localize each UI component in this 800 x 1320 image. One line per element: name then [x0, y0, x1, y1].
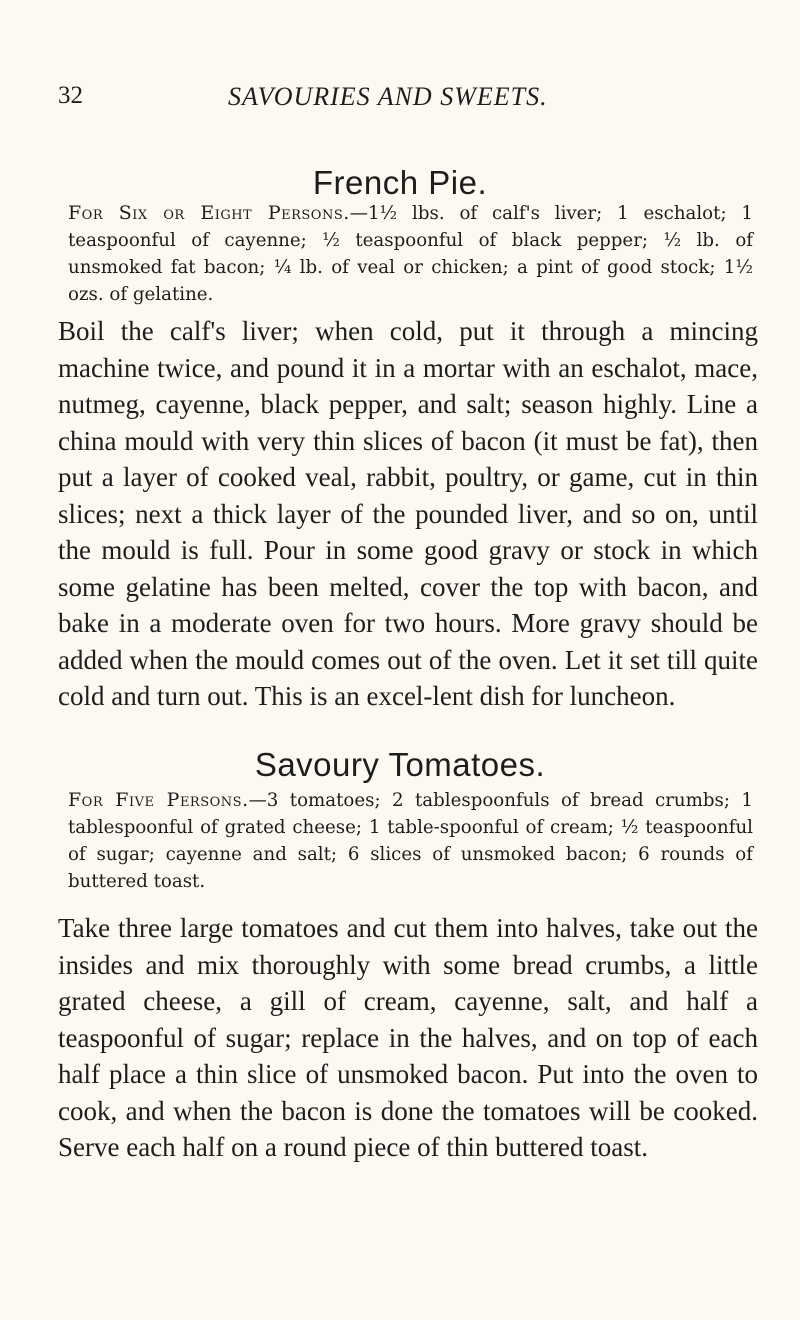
ingredients-list: —1½ lbs. of calf's liver; 1 eschalot; 1 teaspoonful of cayenne; ½ teaspoonful of black pepper; ½ lb. of unsmoked fat bacon; ¼ lb. of veal or chicken; a pint of good stock; 1½ ozs. of gelatine.	[68, 203, 753, 305]
ingredients-list: —3 tomatoes; 2 tablespoonfuls of bread crumbs; 1 tablespoonful of grated cheese; 1 table-spoonful of cream; ½ teaspoonful of sugar; cayenne and salt; 6 slices of unsmoked bacon; 6 rounds of buttered toast.	[68, 790, 753, 892]
servings-lead: For Six or Eight Persons.	[68, 202, 350, 224]
ingredients-savoury-tomatoes	[68, 787, 753, 895]
ingredients-french-pie	[68, 200, 753, 308]
recipe-title-savoury-tomatoes: Savoury Tomatoes.	[254, 746, 546, 783]
running-head	[58, 82, 758, 122]
running-title: SAVOURIES AND SWEETS.	[228, 82, 548, 111]
method-french-pie: Boil the calf's liver; when cold, put it through a mincing machine twice, and pound it in a mortar with an eschalot, mace, nutmeg, cayenne, black pepper, and salt; season highly. Line a china mould with very thin slices of bacon (it must be fat), then put a layer of cooked veal, rabbit, poultry, or game, cut in thin slices; next a thick layer of the pounded liver, and so on, until the mould is full. Pour in some good gravy or stock in which some gelatine has been melted, cover the top with bacon, and bake in a moderate oven for two hours. More gravy should be added when the mould comes out of the oven. Let it set till quite cold and turn out. This is an excel-lent dish for luncheon.	[58, 316, 758, 711]
servings-lead: For Five Persons.	[68, 789, 249, 811]
page-number: 32	[58, 82, 83, 109]
recipe-title-french-pie: French Pie.	[312, 164, 488, 201]
method-savoury-tomatoes: Take three large tomatoes and cut them into halves, take out the insides and mix thoroughly with some bread crumbs, a little grated cheese, a gill of cream, cayenne, salt, and half a teaspoonful of sugar; replace in the halves, and on top of each half place a thin slice of unsmoked bacon. Put into the oven to cook, and when the bacon is done the tomatoes will be cooked. Serve each half on a round piece of thin buttered toast.	[58, 913, 758, 1162]
